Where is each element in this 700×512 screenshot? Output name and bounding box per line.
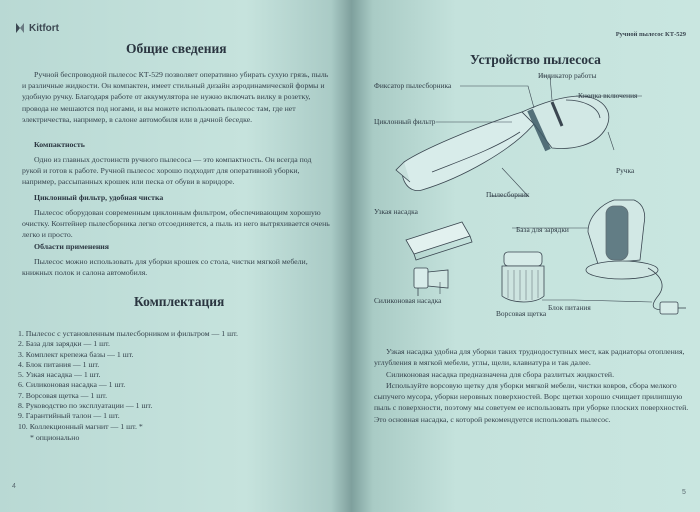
usage-paragraph-1: Узкая насадка удобна для уборки таких труднодоступных мест, как радиаторы отопления, углубления в мягкой мебели, углы, щели, клавиатура и так далее.	[374, 347, 685, 368]
label-handle: Ручка	[616, 166, 635, 175]
filter-heading: Циклонный фильтр, удобная чистка	[34, 193, 164, 202]
label-bin-lock: Фиксатор пылесборника	[374, 81, 452, 90]
compact-heading: Компактность	[34, 140, 85, 149]
label-psu: Блок питания	[548, 303, 591, 312]
kit-item: 8. Руководство по эксплуатации — 1 шт.	[18, 401, 153, 411]
label-power-button: Кнопка включения	[578, 91, 638, 100]
right-page	[352, 0, 700, 512]
brush-illustration	[502, 252, 544, 302]
kit-item: 3. Комплект крепежа базы — 1 шт.	[18, 349, 134, 359]
usage-paragraph-2: Силиконовая насадка предназначена для сбора разлитых жидкостей.	[386, 370, 615, 379]
kit-item: 1. Пылесос с установленным пылесборником и фильтром — 1 шт.	[18, 329, 238, 338]
kit-item: 5. Узкая насадка — 1 шт.	[18, 370, 101, 380]
label-cyclone-filter: Циклонный фильтр	[374, 117, 436, 126]
label-indicator: Индикатор работы	[538, 71, 597, 80]
usage-heading: Области применения	[34, 242, 110, 251]
device-title: Устройство пылесоса	[470, 52, 601, 67]
kit-item: 10. Коллекционный магнит — 1 шт. *	[18, 421, 143, 431]
brand-logo	[14, 22, 59, 34]
logo-text: Kitfort	[29, 22, 59, 34]
kitfort-logo-icon	[14, 22, 26, 34]
label-dust-bin: Пылесборник	[486, 190, 530, 199]
kit-item: 9. Гарантийный талон — 1 шт.	[18, 411, 120, 421]
kit-item: 7. Ворсовая щетка — 1 шт.	[18, 390, 108, 400]
usage-paragraph: Пылесос можно использовать для уборки крошек со стола, чистки мягкой мебели, книжных полок и салона автомобиля.	[22, 257, 308, 278]
label-charging-base: База для зарядки	[516, 225, 569, 234]
filter-paragraph: Пылесос оборудован современным циклонным фильтром, обеспечивающим хорошую очистку. Контейнер пылесборника легко отсоединяется, а пыль из него вытряхивается очень легко и просто.	[22, 208, 330, 240]
kit-title: Комплектация	[134, 294, 225, 309]
kit-footnote: * опционально	[30, 433, 80, 442]
compact-paragraph: Одно из главных достоинств ручного пылесоса — это компактность. Он всегда под рукой и готов к работе. Ручной пылесос хорошо подходит для оперативной уборки, например, рассыпанных крошек или песка от обуви в коридоре.	[22, 155, 312, 187]
usage-paragraph-3: Используйте ворсовую щетку для уборки мягкой мебели, чистки ковров, сбора мелкого сыпучего мусора, уборки неровных поверхностей. Ворс щетки хорошо счищает прилипшую пыль с поверхности, поэтому мы советуем ее использовать при уборке плоских поверхностей. Это основная насадка, с которой рекомендуется использовать пылесос.	[374, 381, 689, 424]
power-supply-illustration	[660, 302, 686, 314]
running-header: Ручной пылесос КТ-529	[615, 31, 686, 38]
silicone-nozzle-illustration	[414, 268, 448, 296]
device-diagram	[352, 0, 700, 340]
narrow-nozzle-illustration	[406, 222, 472, 260]
label-narrow-nozzle: Узкая насадка	[374, 207, 418, 216]
kit-item: 2. База для зарядки — 1 шт.	[18, 339, 110, 349]
vacuum-illustration	[396, 96, 609, 191]
label-silicone-nozzle: Силиконовая насадка	[374, 296, 442, 305]
kit-item: 6. Силиконовая насадка — 1 шт.	[18, 380, 126, 390]
page-number-left: 4	[12, 483, 16, 490]
intro-paragraph: Ручной беспроводной пылесос КТ-529 позволяет оперативно убирать сухую грязь, пыль и различные жидкости. Он компактен, имеет стильный дизайн аэродинамической формы и удобную ручку. Благодаря работе от аккумулятора не нужно включать вилку в розетку, провода не мешаются под ногами, и вы можете использовать пылесос там, где нет электричества, например, в салоне автомобиля или в дачной беседке.	[22, 70, 329, 124]
kit-list	[18, 329, 238, 432]
label-brush: Ворсовая щетка	[496, 309, 547, 318]
page-number-right: 5	[682, 489, 686, 496]
kit-item: 4. Блок питания — 1 шт.	[18, 359, 100, 369]
general-info-title: Общие сведения	[126, 41, 227, 56]
charging-base-illustration	[586, 200, 664, 310]
